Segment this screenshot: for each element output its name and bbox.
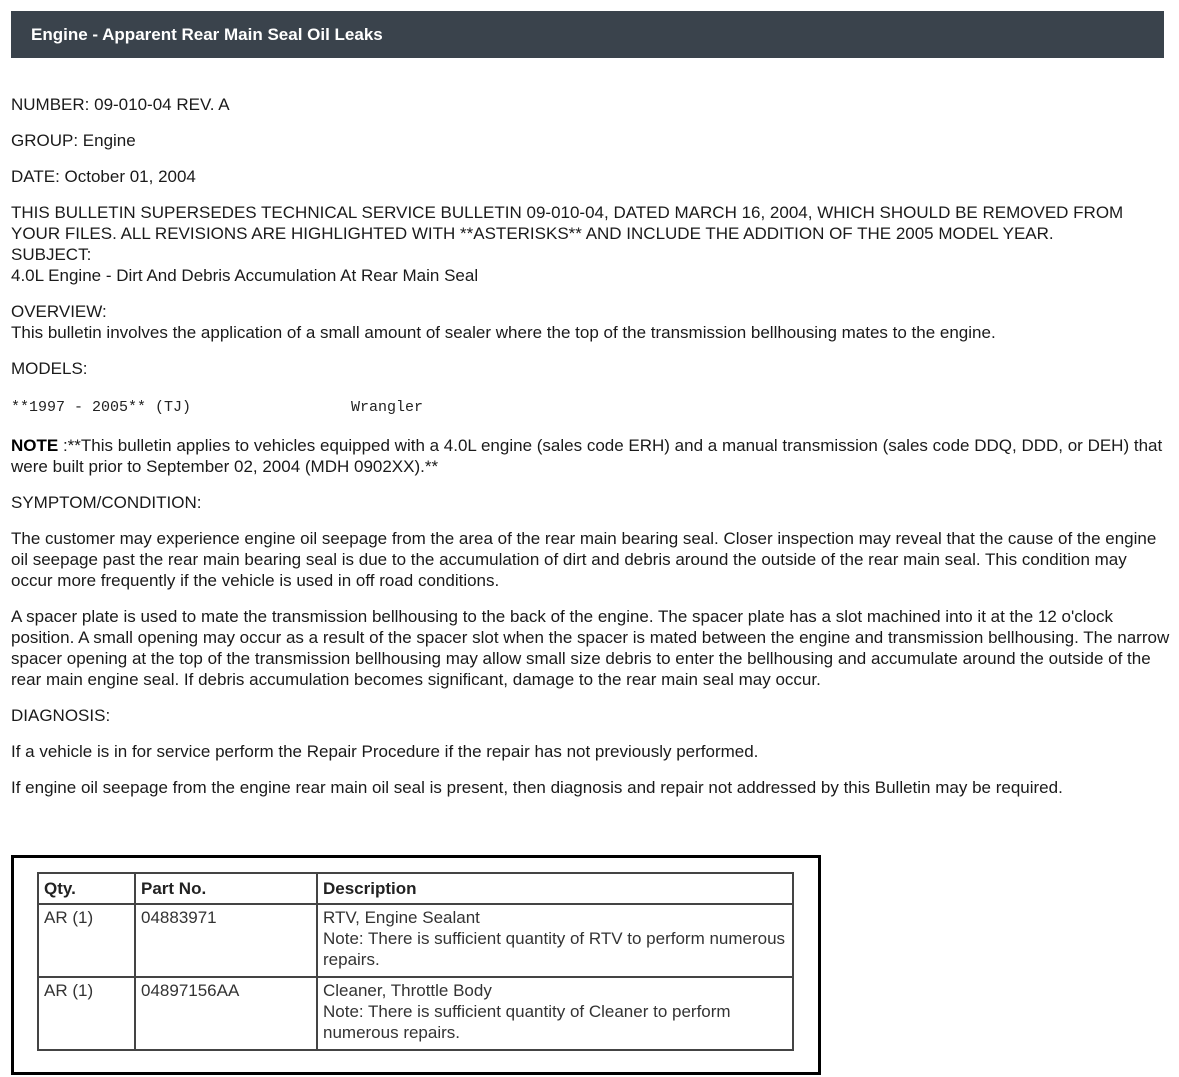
description-note: Note: There is sufficient quantity of Cleaner to perform numerous repairs.: [323, 1002, 731, 1042]
cell-qty: AR (1): [38, 977, 135, 1050]
description-title: Cleaner, Throttle Body: [323, 981, 492, 1000]
description-note: Note: There is sufficient quantity of RTV to perform numerous repairs.: [323, 929, 786, 969]
header-qty: Qty.: [38, 873, 135, 904]
parts-table: [37, 872, 794, 1051]
bulletin-date: DATE: October 01, 2004: [11, 167, 196, 186]
models-entry: [11, 394, 1171, 418]
diagnosis-label: DIAGNOSIS:: [11, 706, 111, 725]
diagnosis-paragraph-1: If a vehicle is in for service perform the Repair Procedure if the repair has not previously performed.: [11, 742, 759, 761]
symptom-paragraph-1: The customer may experience engine oil seepage from the area of the rear main bearing seal. Closer inspection may reveal that the cause of the engine oil seepage past the rear main bearing seal is due to the accumulation of dirt and debris around the outside of the rear main seal. This condition may occur more frequently if the vehicle is used in off road conditions.: [11, 529, 1157, 590]
table-row: [38, 977, 793, 1050]
note-text: :**This bulletin applies to vehicles equipped with a 4.0L engine (sales code ERH) and a manual transmission (sales code DDQ, DDD, or DEH) that were built prior to September 02, 2004 (MDH 0902XX).**: [11, 436, 1163, 476]
bulletin-number: NUMBER: 09-010-04 REV. A: [11, 95, 230, 114]
table-header-row: [38, 873, 793, 904]
description-title: RTV, Engine Sealant: [323, 908, 480, 927]
cell-qty: AR (1): [38, 904, 135, 977]
note-paragraph: [11, 435, 1171, 477]
diagnosis-paragraph-2: If engine oil seepage from the engine rear main oil seal is present, then diagnosis and repair not addressed by this Bulletin may be required.: [11, 778, 1063, 797]
cell-description: [317, 904, 793, 977]
cell-description: [317, 977, 793, 1050]
page-title: Engine - Apparent Rear Main Seal Oil Leaks: [31, 25, 383, 44]
header-description: Description: [317, 873, 793, 904]
models-label: MODELS:: [11, 359, 88, 378]
symptom-paragraph-2: A spacer plate is used to mate the transmission bellhousing to the back of the engine. The spacer plate has a slot machined into it at the 12 o'clock position. A small opening may occur as a result of the spacer slot when the spacer is mated between the engine and transmission bellhousing. The narrow spacer opening at the top of the transmission bellhousing may allow small size debris to enter the bellhousing and accumulate around the outside of the rear main engine seal. If debris accumulation becomes significant, damage to the rear main seal may occur.: [11, 607, 1170, 689]
title-bar: [11, 11, 1164, 58]
symptom-label: SYMPTOM/CONDITION:: [11, 493, 202, 512]
bulletin-group: GROUP: Engine: [11, 131, 136, 150]
note-label: NOTE: [11, 436, 59, 455]
parts-table-image: [11, 855, 821, 1075]
overview-label: OVERVIEW:: [11, 302, 107, 321]
subject-text: 4.0L Engine - Dirt And Debris Accumulation At Rear Main Seal: [11, 266, 479, 285]
supersedes-notice: THIS BULLETIN SUPERSEDES TECHNICAL SERVICE BULLETIN 09-010-04, DATED MARCH 16, 2004, WHICH SHOULD BE REMOVED FROM YOUR FILES. ALL REVISIONS ARE HIGHLIGHTED WITH **ASTERISKS** AND INCLUDE THE ADDITION OF THE 2005 MODEL YEAR.: [11, 203, 1124, 243]
overview-text: This bulletin involves the application of a small amount of sealer where the top of the transmission bellhousing mates to the engine.: [11, 323, 996, 342]
header-part-no: Part No.: [135, 873, 317, 904]
subject-label: SUBJECT:: [11, 245, 92, 264]
cell-part-no: 04883971: [135, 904, 317, 977]
table-row: [38, 904, 793, 977]
bulletin-content: [11, 94, 1171, 813]
models-vehicle: **1997 - 2005** (TJ): [11, 399, 192, 416]
cell-part-no: 04897156AA: [135, 977, 317, 1050]
models-name: Wrangler: [351, 399, 424, 416]
